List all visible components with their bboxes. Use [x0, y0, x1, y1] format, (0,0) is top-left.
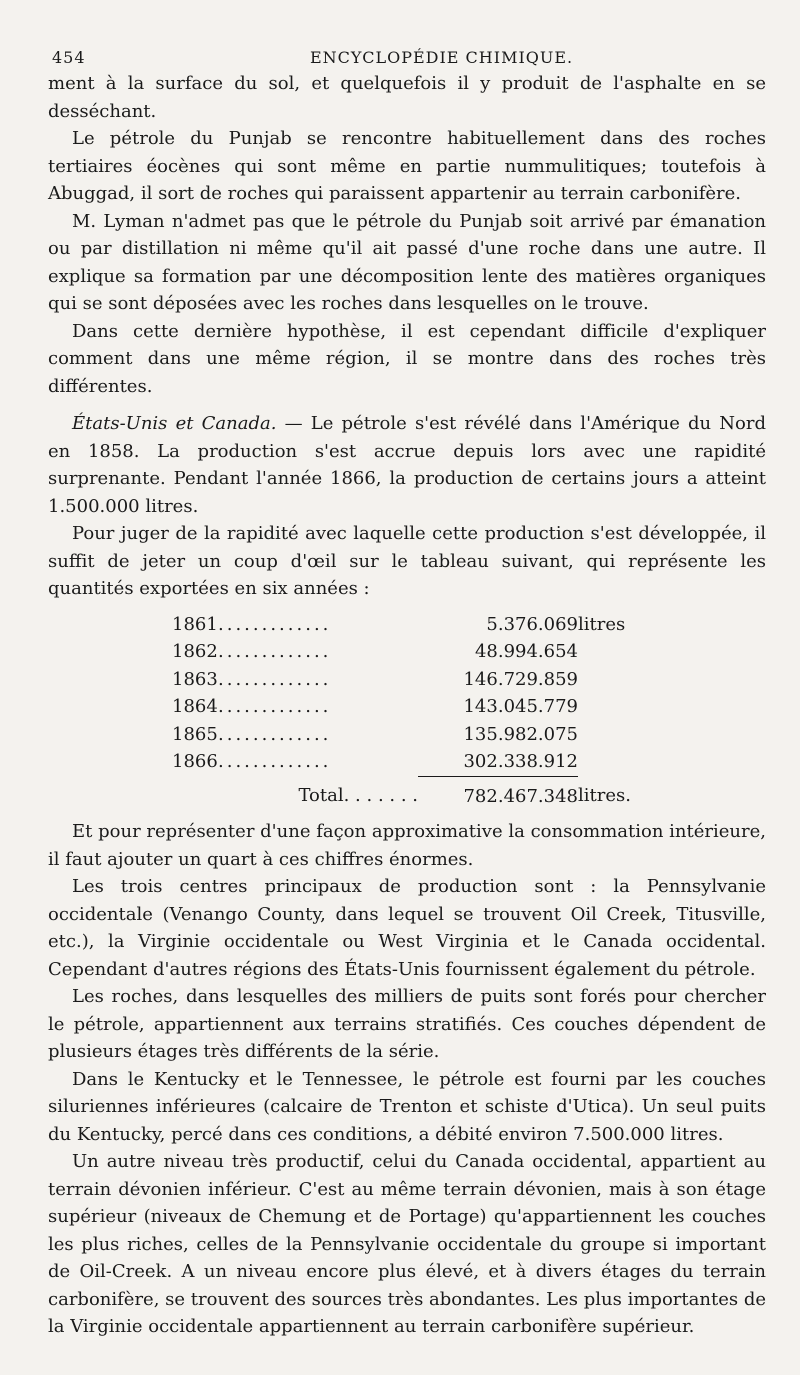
dot-leader: .............	[218, 751, 332, 773]
page-body	[48, 70, 766, 1341]
dot-leader: .............	[218, 696, 332, 717]
section-paragraph	[48, 410, 766, 520]
row-value: 5.376.069	[486, 613, 578, 635]
row-year: 1862	[172, 641, 218, 662]
table-intro: Pour juger de la rapidité avec laquelle cette production s'est développée, il suffit de jeter un coup d'œil sur le tableau suivant, qui représente les quantités exportées en six années :	[48, 523, 766, 599]
row-value: 48.994.654	[474, 641, 578, 662]
row-year: 1861	[172, 613, 218, 635]
row-unit	[578, 721, 648, 749]
exports-table	[172, 611, 648, 811]
paragraph: Un autre niveau très productif, celui du Canada occidental, appartient au terrain dévonien inférieur. C'est au même terrain dévonien, mais à son étage supérieur (niveaux de Chemung et de Portage) qu'appartiennent les couches les plus riches, celles de la Pennsylvanie occidentale du groupe si important de Oil-Creek. A un niveau encore plus élevé, et à divers étages du terrain carbonifère, se trouvent des sources très abondantes. Les plus importantes de la Virginie occidentale appartiennent au terrain carbonifère supérieur.	[48, 1151, 766, 1337]
section-lead: États-Unis et Canada.	[72, 413, 277, 434]
row-unit	[578, 666, 648, 694]
total-label: Total	[298, 785, 344, 807]
table-row	[172, 611, 648, 639]
row-unit	[578, 693, 648, 721]
paragraph: Les trois centres principaux de production sont : la Pennsylvanie occidentale (Venango County, dans lequel se trouvent Oil Creek, Titusville, etc.), la Virginie occidentale ou West Virginia et le Canada occidental. Cependant d'autres régions des États-Unis fournissent également du pétrole.	[48, 876, 766, 980]
paragraph: ment à la surface du sol, et quelquefois il y produit de l'asphalte en se desséchant.	[48, 73, 766, 122]
running-header	[48, 40, 766, 70]
row-value: 135.982.075	[463, 723, 578, 745]
dot-leader: .............	[218, 723, 332, 745]
page-number: 454	[52, 48, 86, 67]
row-value: 143.045.779	[463, 696, 578, 717]
total-row	[172, 776, 648, 810]
dot-leader: . . . . . . .	[343, 785, 418, 807]
paragraph: Le pétrole du Punjab se rencontre habituellement dans des roches tertiaires éocènes qui sont même en partie nummulitiques; toutefois à Abuggad, il sort de roches qui paraissent appartenir au terrain carbonifère.	[48, 128, 766, 204]
dot-leader: .............	[218, 668, 332, 690]
table-row	[172, 693, 648, 721]
dot-leader: .............	[218, 641, 332, 662]
paragraph: Dans cette dernière hypothèse, il est cependant difficile d'expliquer comment dans une même région, il se montre dans des roches très différentes.	[48, 320, 766, 397]
row-unit	[578, 748, 648, 776]
table-row	[172, 721, 648, 749]
row-value: 146.729.859	[463, 668, 578, 690]
table-row	[172, 666, 648, 694]
paragraph: Et pour représenter d'une façon approximative la consommation intérieure, il faut ajouter un quart à ces chiffres énormes.	[48, 821, 766, 870]
row-year: 1865	[172, 723, 218, 745]
table-row	[172, 638, 648, 666]
total-label-cell	[172, 776, 418, 810]
paragraph: Les roches, dans lesquelles des milliers de puits sont forés pour chercher le pétrole, appartiennent aux terrains stratifiés. Ces couches dépendent de plusieurs étages très différents de la série.	[48, 986, 766, 1062]
paragraph: Dans le Kentucky et le Tennessee, le pétrole est fourni par les couches siluriennes inférieures (calcaire de Trenton et schiste d'Utica). Un seul puits du Kentucky, percé dans ces conditions, a débité environ 7.500.000 litres.	[48, 1068, 766, 1145]
paragraph: M. Lyman n'admet pas que le pétrole du Punjab soit arrivé par émanation ou par distillation ni même qu'il ait passé d'une roche dans une autre. Il explique sa formation par une décomposition lente des matières organiques qui se sont déposées avec les roches dans lesquelles on le trouve.	[48, 210, 766, 314]
row-year: 1864	[172, 696, 218, 717]
total-unit: litres.	[578, 785, 631, 807]
section-text: — Le pétrole s'est révélé dans l'Amérique du Nord en 1858. La production s'est accrue depuis lors avec une rapidité surprenante. Pendant l'année 1866, la production de certains jours a atteint 1.500.000 litres.	[48, 413, 767, 517]
running-title: ENCYCLOPÉDIE CHIMIQUE.	[310, 48, 574, 67]
page	[48, 40, 766, 1341]
total-value: 782.467.348	[463, 785, 578, 807]
table-row	[172, 748, 648, 776]
row-unit	[578, 638, 648, 666]
row-year: 1866	[172, 751, 218, 773]
row-unit: litres	[578, 613, 626, 635]
row-value: 302.338.912	[418, 748, 578, 776]
row-year: 1863	[172, 668, 218, 690]
dot-leader: .............	[218, 613, 332, 635]
